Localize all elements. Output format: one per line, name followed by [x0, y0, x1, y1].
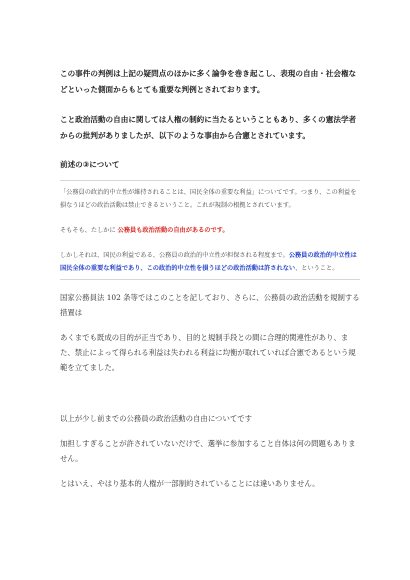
quote-suffix-text: 、ということ。 — [295, 265, 339, 272]
section-heading: 前述の③について — [60, 160, 120, 169]
quote-neutrality-interest: 「公務員の政治的中立性が維持されることは、国民全体の重要な利益」についてです。つまり、この利益を損なうほどの政治活動は禁止できるということ。これが規制の根拠とされています。 — [60, 189, 357, 209]
paragraph-summary: 以上が少し前までの公務員の政治活動の自由についてです — [60, 414, 253, 423]
paragraph-constitutional-standard: あくまでも既成の目的が正当であり、目的と規制手段との間に合理的関連性があり、また、禁止によって得られる利益は失われる利益に均衡が取れていれば合憲であるという規範を立てました。 — [60, 333, 356, 372]
quote-freedom-exists — [60, 224, 360, 237]
quote-limit-of-freedom — [60, 249, 360, 275]
quote-top-divider — [60, 180, 360, 181]
quote-bottom-divider — [60, 279, 360, 280]
document-page — [60, 66, 360, 491]
blue-emphasis-text: 公務員の政治的中立性は国民全体の重要な利益であり、この政治的中立性を損うほどの政治活動は許されない — [60, 252, 357, 272]
paragraph-precedent-controversy: この事件の判例は上記の疑問点のほかに多く論争を巻き起こし、表現の自由・社会権などといった側面からもとても重要な判例とされております。 — [60, 69, 357, 94]
quote-prefix-text: しかしそれは、国民の利益である、公務員の政治的中立性が担保される程度まで。 — [60, 252, 289, 259]
paragraph-political-freedom: こと政治活動の自由に関しては人権の制約に当たるということもあり、多くの憲法学者からの批判がありましたが、以下のような事由から合憲とされています。 — [60, 115, 357, 140]
red-emphasis-text: 公務員も政治活動の自由があるのです。 — [117, 227, 229, 234]
paragraph-civil-service-law: 国家公務員法 102 条等ではこのことを記しており、さらに、公務員の政治活動を規制する措置は — [60, 293, 360, 317]
paragraph-election-participation: 加担しすぎることが許されていないだけで、選挙に参加すること自体は何の問題もありません。 — [60, 439, 356, 463]
paragraph-rights-restricted: とはいえ、やはり基本的人権が一部制約されていることには違いありません。 — [60, 479, 320, 488]
quote-prefix-text: そもそも、たしかに — [60, 227, 116, 234]
